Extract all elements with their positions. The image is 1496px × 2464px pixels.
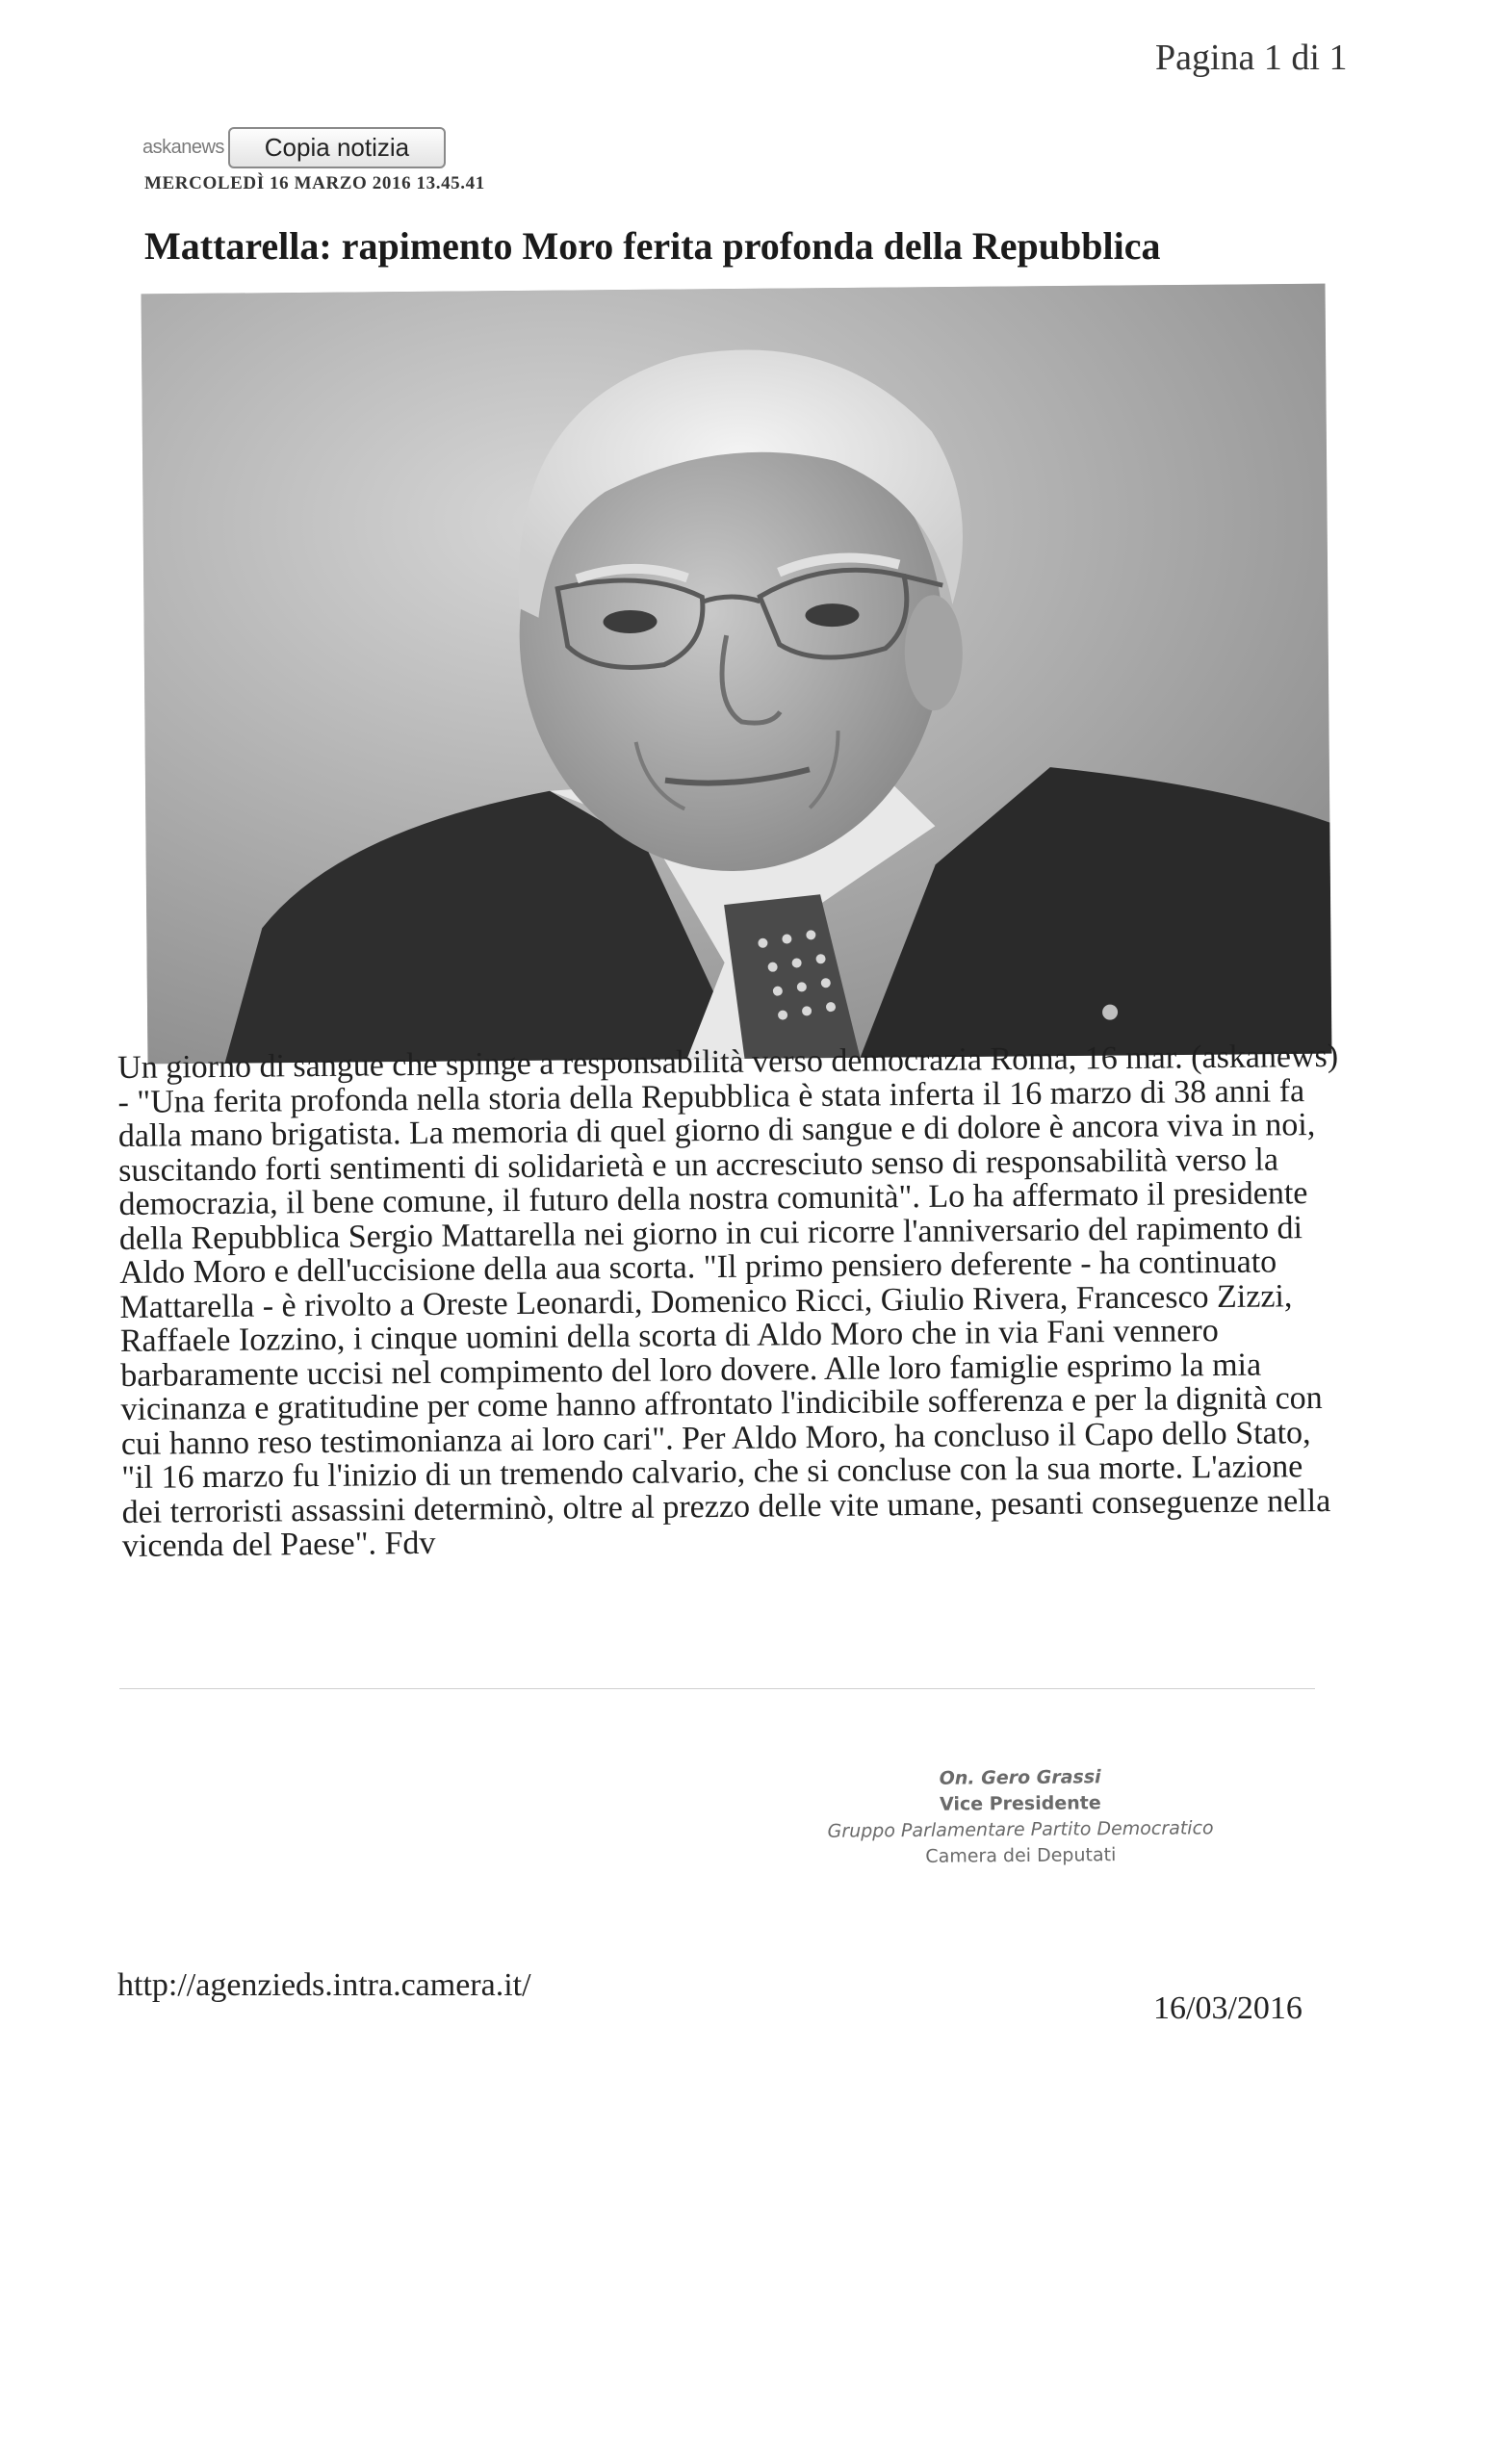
- signature-block: [789, 1763, 1252, 1871]
- article-body: [117, 1040, 1345, 1564]
- portrait-photo: [142, 284, 1332, 1065]
- page-counter: Pagina 1 di 1: [1155, 38, 1348, 78]
- signature-group: Gruppo Parlamentare Partito Democratico: [827, 1817, 1214, 1842]
- signature-name: On. Gero Grassi: [939, 1766, 1101, 1789]
- signature-role: Vice Presidente: [939, 1792, 1101, 1815]
- separator-line: [119, 1688, 1315, 1689]
- copy-news-button[interactable]: Copia notizia: [228, 127, 446, 168]
- article-photo: [142, 284, 1332, 1065]
- article-body-text: Un giorno di sangue che spinge a responsabilità verso democrazia Roma, 16 mar. (askanews) - "Una ferita profonda nella storia della Repubblica è stata inferta il 16 marzo di 38 anni fa dalla mano brigatista. La memoria di quel giorno di sangue e di dolore è ancora viva in noi, suscitando forti sentimenti di solidarietà e un accresciuto senso di responsabilità verso la democrazia, il bene comune, il futuro della nostra comunità". Lo ha affermato il presidente della Repubblica Sergio Mattarella nei giorno in cui ricorre l'anniversario del rapimento di Aldo Moro e dell'uccisione della aua scorta. "Il primo pensiero deferente - ha continuato Mattarella - è rivolto a Oreste Leonardi, Domenico Ricci, Giulio Rivera, Francesco Zizzi, Raffaele Iozzino, i cinque uomini della scorta di Aldo Moro che in via Fani vennero barbaramente uccisi nel compimento del loro dovere. Alle loro famiglie esprimo la mia vicinanza e gratitudine per come hanno affrontato l'indicibile sofferenza e per la dignità con cui hanno reso testimonianza ai loro cari". Per Aldo Moro, ha concluso il Capo dello Stato, "il 16 marzo fu l'inizio di un tremendo calvario, che si concluse con la sua morte. L'azione dei terroristi assassini determinò, oltre al prezzo delle vite umane, pesanti conseguenze nella vicenda del Paese". Fdv: [116, 1038, 1339, 1564]
- footer-url: http://agenzieds.intra.camera.it/: [117, 1967, 531, 2003]
- askanews-logo: askanews: [142, 137, 224, 158]
- article-headline: Mattarella: rapimento Moro ferita profonda della Repubblica: [144, 224, 1161, 268]
- footer-date: 16/03/2016: [1153, 1990, 1303, 2026]
- signature-chamber: Camera dei Deputati: [925, 1844, 1117, 1867]
- dateline: MERCOLEDÌ 16 MARZO 2016 13.45.41: [144, 173, 485, 193]
- brand-row: [142, 127, 446, 168]
